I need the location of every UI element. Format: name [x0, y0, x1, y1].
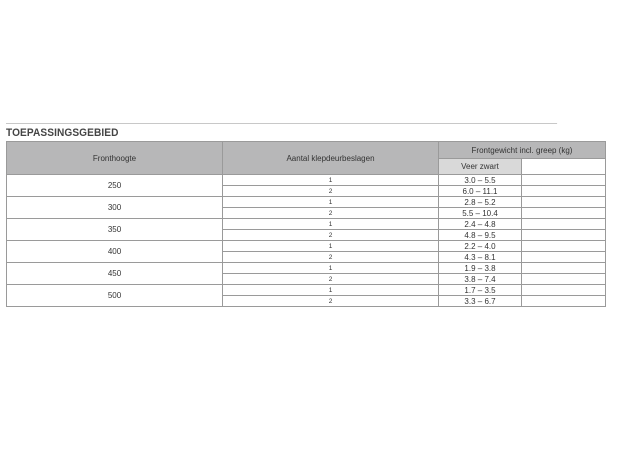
empty-cell [522, 219, 606, 230]
header-front-weight: Frontgewicht incl. greep (kg) [439, 142, 606, 159]
application-range-section [6, 123, 605, 307]
hinge-count-cell: 1 [223, 219, 439, 230]
table-row [7, 285, 606, 296]
front-weight-cell: 2.2 – 4.0 [439, 241, 522, 252]
front-weight-cell: 4.8 – 9.5 [439, 230, 522, 241]
hinge-count-cell: 2 [223, 296, 439, 307]
hinge-count-cell: 2 [223, 208, 439, 219]
front-height-cell: 250 [7, 175, 223, 197]
empty-cell [522, 208, 606, 219]
empty-cell [522, 186, 606, 197]
hinge-count-cell: 1 [223, 175, 439, 186]
hinge-count-cell: 1 [223, 285, 439, 296]
hinge-count-cell: 2 [223, 274, 439, 285]
front-height-cell: 450 [7, 263, 223, 285]
front-weight-cell: 4.3 – 8.1 [439, 252, 522, 263]
hinge-count-cell: 1 [223, 241, 439, 252]
front-weight-cell: 3.0 – 5.5 [439, 175, 522, 186]
header-hinges: Aantal klepdeurbeslagen [223, 142, 439, 175]
front-height-cell: 300 [7, 197, 223, 219]
empty-cell [522, 175, 606, 186]
hinge-count-cell: 2 [223, 230, 439, 241]
front-weight-cell: 1.9 – 3.8 [439, 263, 522, 274]
front-height-cell: 400 [7, 241, 223, 263]
hinge-count-cell: 1 [223, 197, 439, 208]
front-weight-cell: 2.8 – 5.2 [439, 197, 522, 208]
front-weight-cell: 6.0 – 11.1 [439, 186, 522, 197]
empty-cell [522, 241, 606, 252]
front-height-cell: 350 [7, 219, 223, 241]
table-body [7, 175, 606, 307]
front-weight-cell: 1.7 – 3.5 [439, 285, 522, 296]
application-range-table [6, 141, 606, 307]
header-spring-black: Veer zwart [439, 159, 522, 175]
empty-cell [522, 263, 606, 274]
header-empty-cell [522, 159, 606, 175]
empty-cell [522, 230, 606, 241]
front-weight-cell: 3.8 – 7.4 [439, 274, 522, 285]
hinge-count-cell: 1 [223, 263, 439, 274]
front-weight-cell: 5.5 – 10.4 [439, 208, 522, 219]
table-row [7, 219, 606, 230]
table-row [7, 197, 606, 208]
front-height-cell: 500 [7, 285, 223, 307]
hinge-count-cell: 2 [223, 252, 439, 263]
empty-cell [522, 197, 606, 208]
table-row [7, 263, 606, 274]
hinge-count-cell: 2 [223, 186, 439, 197]
empty-cell [522, 274, 606, 285]
table-header-row [7, 142, 606, 159]
section-title: TOEPASSINGSGEBIED [6, 123, 557, 141]
front-weight-cell: 3.3 – 6.7 [439, 296, 522, 307]
header-front-height: Fronthoogte [7, 142, 223, 175]
front-weight-cell: 2.4 – 4.8 [439, 219, 522, 230]
table-row [7, 175, 606, 186]
empty-cell [522, 296, 606, 307]
empty-cell [522, 285, 606, 296]
table-row [7, 241, 606, 252]
empty-cell [522, 252, 606, 263]
